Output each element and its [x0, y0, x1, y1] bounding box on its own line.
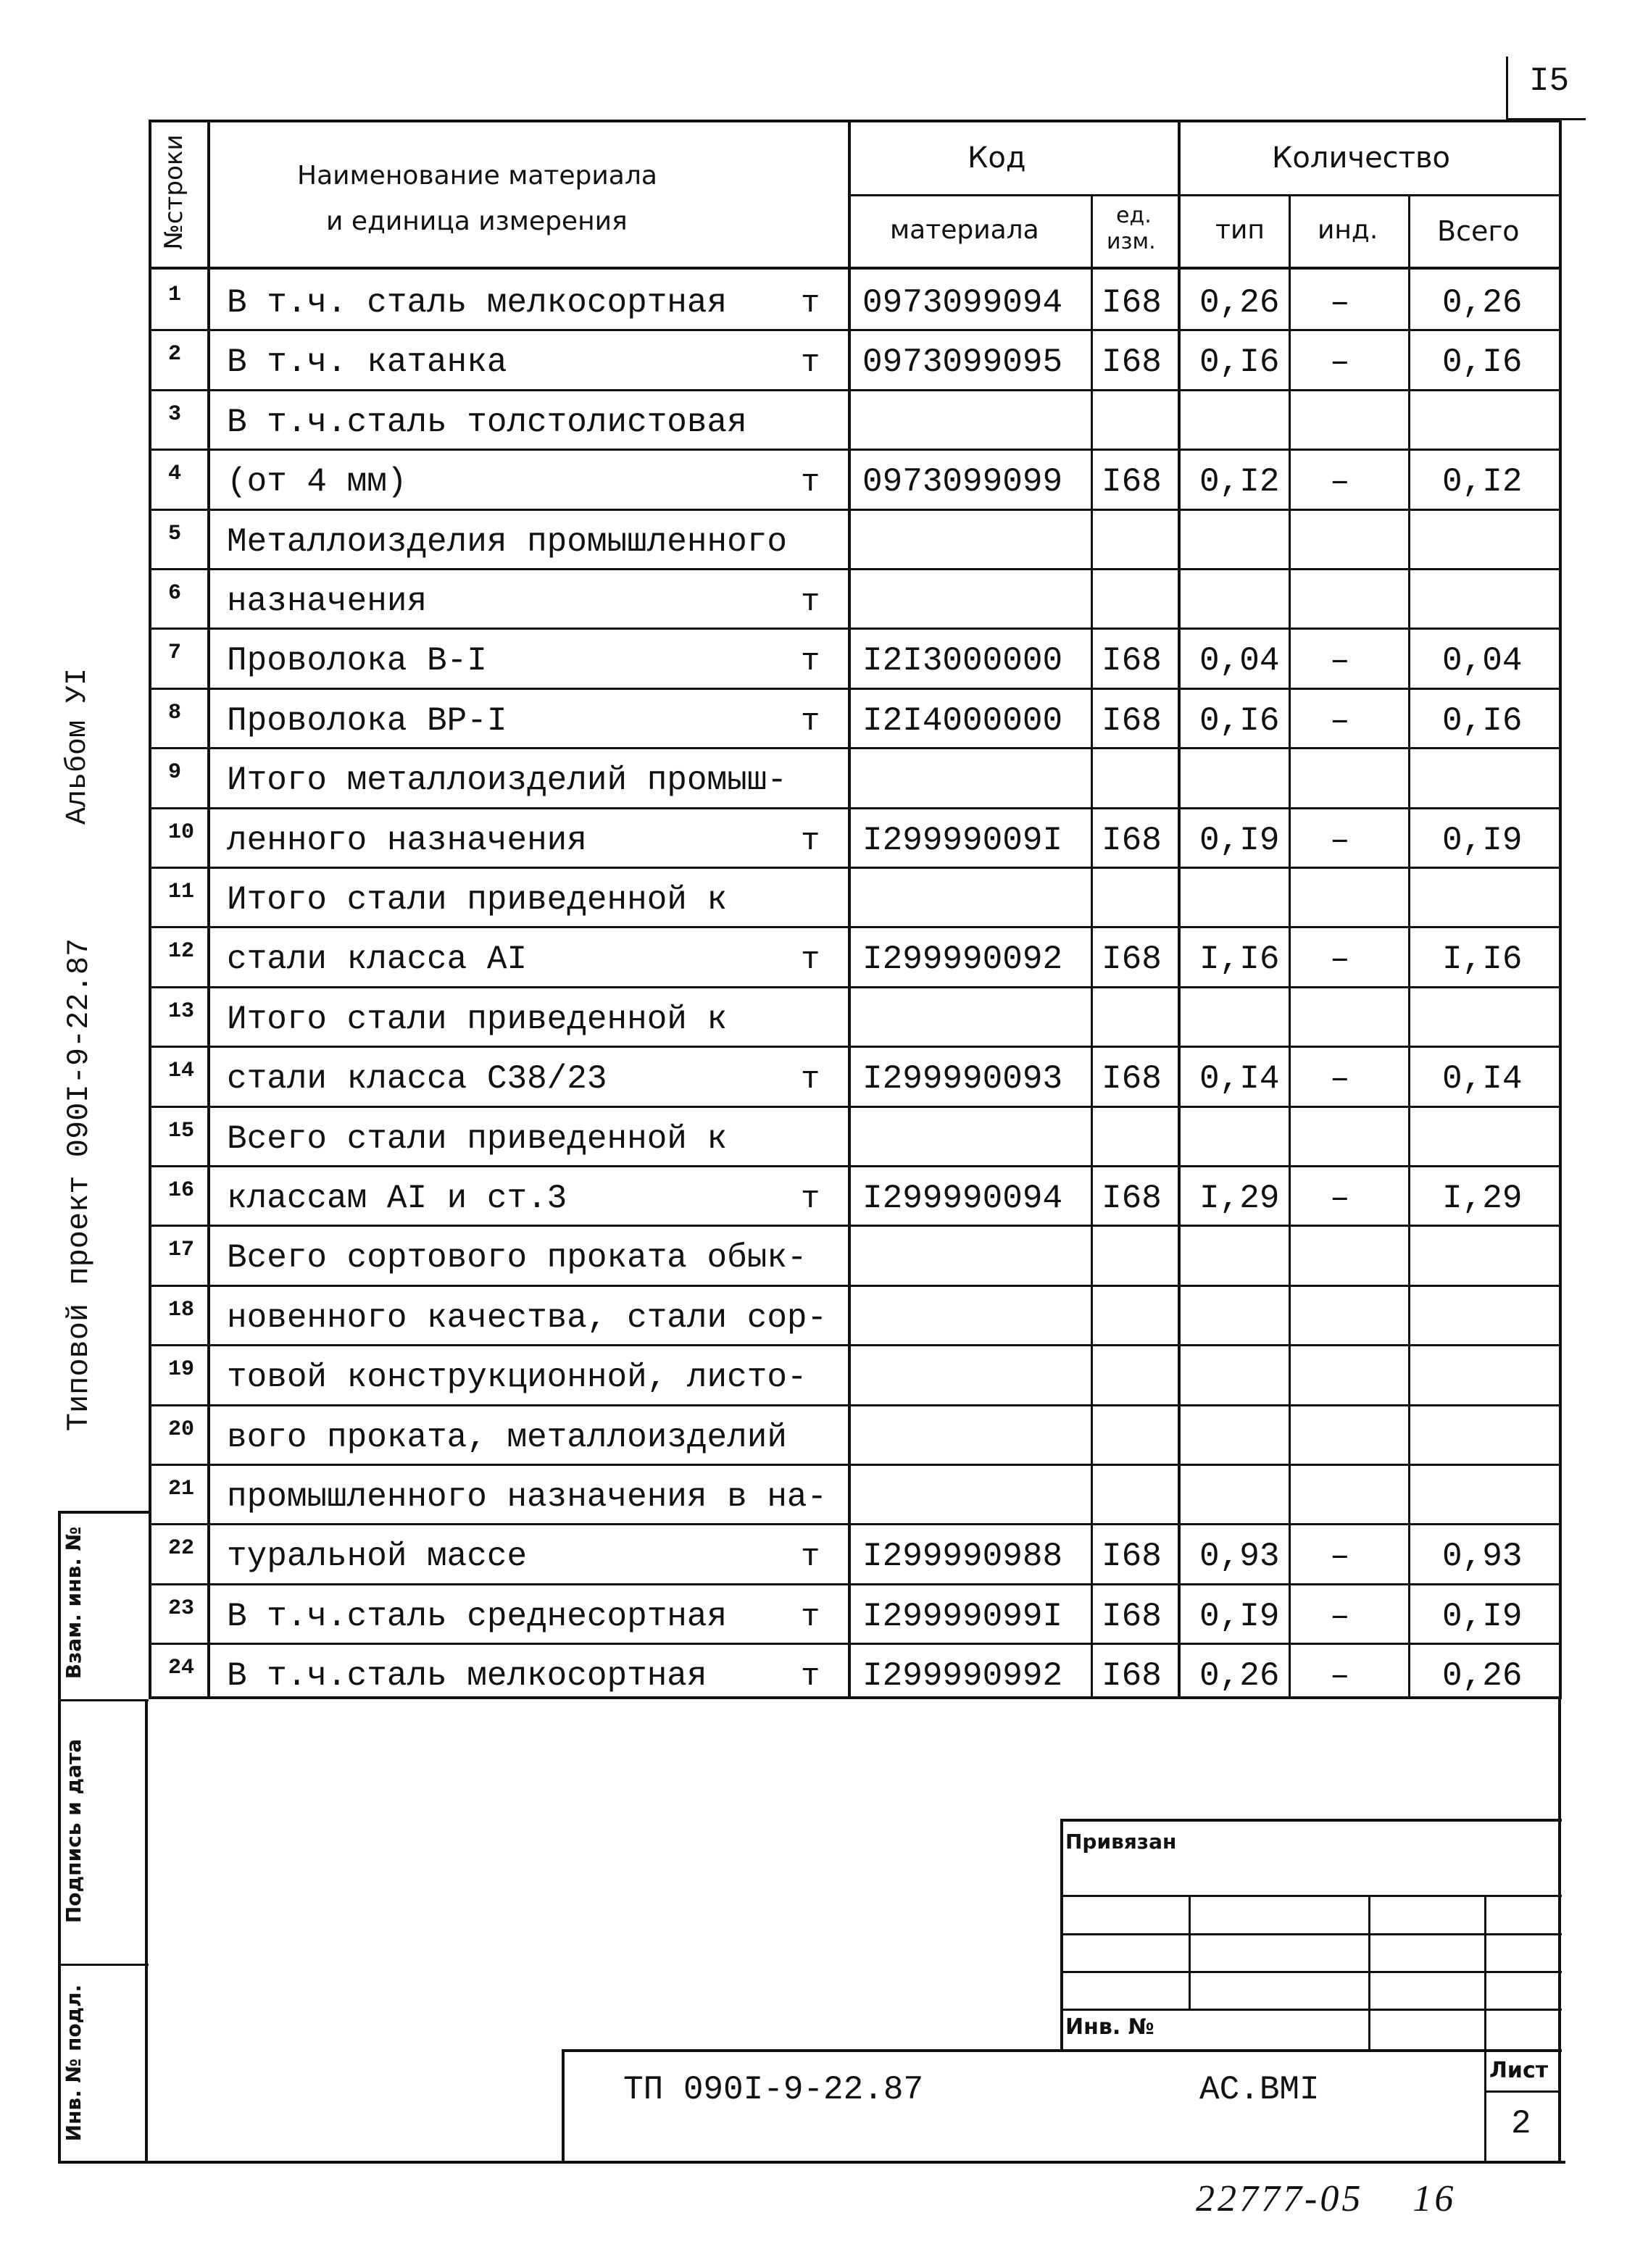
tb-upper-top [1060, 1819, 1562, 1822]
qty-type: 0,I9 [1199, 1597, 1280, 1635]
qty-type: 0,26 [1199, 1657, 1280, 1696]
row-separator [149, 628, 1562, 630]
row-number: 23 [168, 1596, 195, 1621]
unit-of-measure: т [801, 1598, 820, 1635]
header-quantity: Количество [1272, 141, 1451, 175]
row-separator [149, 1285, 1562, 1287]
unit-code: I68 [1102, 1538, 1162, 1576]
row-number: 20 [168, 1417, 195, 1442]
material-name: В т.ч.сталь толстолистовая [227, 403, 747, 441]
unit-of-measure: т [801, 1181, 820, 1217]
qty-ind: – [1330, 1597, 1350, 1635]
qty-type: 0,I6 [1199, 701, 1280, 740]
stamp-line-1 [58, 1699, 149, 1701]
material-code: I29999009I [862, 821, 1063, 859]
row-separator [149, 926, 1562, 928]
unit-code: I68 [1102, 701, 1162, 740]
qty-total: 0,I2 [1442, 463, 1523, 501]
tb-list-label: Лист [1489, 2058, 1549, 2083]
row-number: 12 [168, 939, 195, 964]
unit-of-measure: т [801, 1659, 820, 1696]
row-number: 14 [168, 1059, 195, 1084]
header-qty-total: Всего [1437, 215, 1520, 247]
header-qty-type: тип [1215, 215, 1265, 245]
qty-ind: – [1330, 941, 1350, 979]
qty-total: 0,I6 [1442, 343, 1523, 382]
header-code-material: материала [890, 215, 1039, 245]
qty-ind: – [1330, 284, 1350, 322]
row-number: 8 [168, 700, 182, 725]
row-number: 24 [168, 1656, 195, 1681]
qty-type: I,29 [1199, 1180, 1280, 1217]
row-number: 7 [168, 641, 182, 666]
material-code: I2I3000000 [862, 642, 1063, 680]
qty-type: 0,26 [1199, 284, 1280, 322]
qty-total: 0,I9 [1442, 1597, 1523, 1635]
qty-total: 0,I9 [1442, 821, 1523, 859]
tb-row-line-4 [1060, 2009, 1562, 2011]
qty-ind: – [1330, 1060, 1350, 1098]
qty-total: I,I6 [1442, 941, 1523, 979]
qty-ind: – [1330, 463, 1350, 501]
row-separator [149, 1583, 1562, 1585]
row-separator [149, 1225, 1562, 1227]
stamp-inv-podl: Инв. № подл. [62, 1984, 86, 2142]
side-album: Альбом УI [62, 667, 94, 825]
material-code: 0973099095 [862, 343, 1063, 382]
unit-code: I68 [1102, 821, 1162, 859]
tb-row-line-1 [1060, 1895, 1562, 1897]
row-number: 6 [168, 581, 182, 606]
qty-type: 0,I9 [1199, 821, 1280, 859]
row-number: 21 [168, 1477, 195, 1501]
row-separator [149, 509, 1562, 511]
tb-project-code: ТП 090I-9-22.87 [623, 2071, 924, 2109]
row-separator [149, 449, 1562, 451]
material-name: Всего сортового проката обык- [227, 1239, 807, 1277]
material-name: промышленного назначения в на- [227, 1478, 828, 1516]
unit-of-measure: т [801, 584, 820, 620]
material-name: назначения [227, 583, 428, 620]
material-code: 0973099094 [862, 284, 1063, 322]
qty-ind: – [1330, 1180, 1350, 1217]
row-number: 10 [168, 820, 195, 845]
qty-total: 0,I6 [1442, 701, 1523, 740]
page-number-divider [1506, 57, 1508, 122]
material-name: В т.ч. катанка [227, 343, 507, 382]
row-separator [149, 1404, 1562, 1406]
material-name: В т.ч. сталь мелкосортная [227, 284, 728, 322]
unit-of-measure: т [801, 703, 820, 740]
material-name: Проволока В-I [227, 642, 487, 680]
material-name: туральной массе [227, 1538, 528, 1576]
header-subdivider [848, 194, 1562, 196]
material-name: классам АI и ст.3 [227, 1180, 567, 1217]
unit-code: I68 [1102, 284, 1162, 322]
row-separator [149, 1464, 1562, 1466]
col-divider-rowno [207, 120, 210, 1699]
qty-ind: – [1330, 821, 1350, 859]
row-number: 15 [168, 1118, 195, 1143]
row-separator [149, 807, 1562, 809]
row-separator [149, 389, 1562, 391]
row-number: 3 [168, 401, 182, 427]
unit-of-measure: т [801, 1539, 820, 1576]
tb-right-line [1558, 1699, 1561, 2163]
row-separator [149, 1643, 1562, 1645]
tb-row-line-3 [1060, 1971, 1562, 1973]
unit-code: I68 [1102, 343, 1162, 382]
qty-type: 0,04 [1199, 642, 1280, 680]
unit-of-measure: т [801, 345, 820, 382]
unit-of-measure: т [801, 285, 820, 322]
tb-row-line-2 [1060, 1933, 1562, 1935]
material-name: ленного назначения [227, 821, 587, 859]
handwritten-archive-number: 22777-05 16 [1196, 2178, 1457, 2219]
row-separator [149, 1344, 1562, 1346]
row-separator [149, 747, 1562, 749]
tb-lower-left [562, 2049, 565, 2164]
header-row-number: №строки [159, 134, 188, 250]
row-separator [149, 867, 1562, 869]
tb-inv-no: Инв. № [1065, 2014, 1154, 2040]
stamp-vzam-inv: Взам. инв. № [62, 1526, 86, 1680]
qty-total: I,29 [1442, 1180, 1523, 1217]
material-name: В т.ч.сталь среднесортная [227, 1597, 728, 1635]
page-bottom-line [58, 2161, 1565, 2164]
qty-total: 0,04 [1442, 642, 1523, 680]
unit-code: I68 [1102, 941, 1162, 979]
unit-of-measure: т [801, 643, 820, 680]
tb-list-number: 2 [1511, 2105, 1531, 2143]
qty-type: 0,I6 [1199, 343, 1280, 382]
header-name-line2: и единица измерения [326, 207, 628, 236]
row-number: 18 [168, 1297, 195, 1322]
row-separator [149, 568, 1562, 570]
col-divider-name [848, 120, 851, 1699]
row-separator [149, 986, 1562, 988]
qty-ind: – [1330, 1657, 1350, 1696]
material-name: Итого стали приведенной к [227, 881, 728, 919]
qty-total: 0,26 [1442, 1657, 1523, 1696]
material-name: стали класса АI [227, 941, 528, 979]
unit-code: I68 [1102, 1060, 1162, 1098]
stamp-right-line [145, 1699, 148, 2163]
material-name: стали класса С38/23 [227, 1060, 607, 1098]
row-number: 13 [168, 998, 195, 1024]
page-number: I5 [1529, 62, 1570, 100]
row-number: 5 [168, 521, 182, 546]
header-code-unit-2: изм. [1107, 229, 1156, 254]
col-divider-unit [1178, 120, 1181, 1699]
qty-ind: – [1330, 701, 1350, 740]
material-name: В т.ч.сталь мелкосортная [227, 1657, 707, 1696]
row-number: 4 [168, 462, 182, 487]
header-qty-ind: инд. [1318, 215, 1378, 245]
col-divider-tip [1289, 196, 1291, 1699]
material-code: I299990988 [862, 1538, 1063, 1576]
material-code: I29999099I [862, 1597, 1063, 1635]
material-code: I299990094 [862, 1180, 1063, 1217]
header-code-unit-1: ед. [1116, 203, 1152, 228]
material-name: Металлоизделия промышленного [227, 522, 787, 561]
qty-ind: – [1330, 642, 1350, 680]
unit-of-measure: т [801, 942, 820, 979]
material-code: I299990093 [862, 1060, 1063, 1098]
stamp-left-line [58, 1511, 61, 2163]
material-code: I299990092 [862, 941, 1063, 979]
material-name: вого проката, металлоизделий [227, 1418, 787, 1456]
material-code: 0973099099 [862, 463, 1063, 501]
material-name: Итого стали приведенной к [227, 1000, 728, 1038]
unit-of-measure: т [801, 822, 820, 859]
row-separator [149, 688, 1562, 690]
side-project: Типовой проект 090I-9-22.87 [62, 938, 96, 1432]
header-bottom-line [149, 267, 1562, 270]
material-name: Итого металлоизделий промыш- [227, 762, 787, 800]
unit-code: I68 [1102, 642, 1162, 680]
unit-code: I68 [1102, 1597, 1162, 1635]
stamp-podpis-data: Подпись и дата [62, 1738, 86, 1924]
tb-lower-top [562, 2049, 1562, 2052]
tb-col-1 [1189, 1895, 1191, 2009]
row-separator [149, 1106, 1562, 1108]
material-code: I2I4000000 [862, 701, 1063, 740]
qty-type: 0,I2 [1199, 463, 1280, 501]
row-number: 22 [168, 1536, 195, 1562]
material-code: I299990992 [862, 1657, 1063, 1696]
qty-total: 0,I4 [1442, 1060, 1523, 1098]
row-number: 1 [168, 283, 182, 307]
header-code: Код [968, 141, 1026, 175]
row-number: 17 [168, 1238, 195, 1263]
row-number: 9 [168, 760, 182, 785]
unit-of-measure: т [801, 1062, 820, 1098]
qty-type: I,I6 [1199, 941, 1280, 979]
row-separator [149, 1046, 1562, 1048]
material-name: Проволока ВР-I [227, 701, 507, 740]
tb-sheet-code: АС.ВМI [1199, 2071, 1320, 2109]
tb-col-2 [1368, 1895, 1370, 2051]
tb-col-3 [1484, 1895, 1486, 2163]
col-divider-code [1091, 196, 1093, 1699]
row-separator [149, 1523, 1562, 1525]
unit-of-measure: т [801, 464, 820, 501]
material-name: (от 4 мм) [227, 463, 407, 501]
material-name: Всего стали приведенной к [227, 1120, 728, 1158]
qty-ind: – [1330, 1538, 1350, 1576]
tb-list-line [1484, 2090, 1560, 2093]
qty-total: 0,93 [1442, 1538, 1523, 1576]
row-number: 19 [168, 1357, 195, 1383]
qty-total: 0,26 [1442, 284, 1523, 322]
tb-privyazan: Привязан [1065, 1830, 1177, 1854]
qty-ind: – [1330, 343, 1350, 382]
qty-type: 0,I4 [1199, 1060, 1280, 1098]
row-number: 16 [168, 1178, 195, 1203]
qty-type: 0,93 [1199, 1538, 1280, 1576]
col-divider-ind [1408, 196, 1410, 1699]
row-separator [149, 329, 1562, 331]
unit-code: I68 [1102, 463, 1162, 501]
material-name: новенного качества, стали сор- [227, 1298, 828, 1337]
row-separator [149, 1165, 1562, 1167]
material-name: товой конструкционной, листо- [227, 1359, 807, 1397]
unit-code: I68 [1102, 1657, 1162, 1696]
header-name-line1: Наименование материала [297, 161, 657, 191]
row-number: 11 [168, 880, 195, 904]
row-number: 2 [168, 342, 182, 367]
unit-code: I68 [1102, 1180, 1162, 1217]
